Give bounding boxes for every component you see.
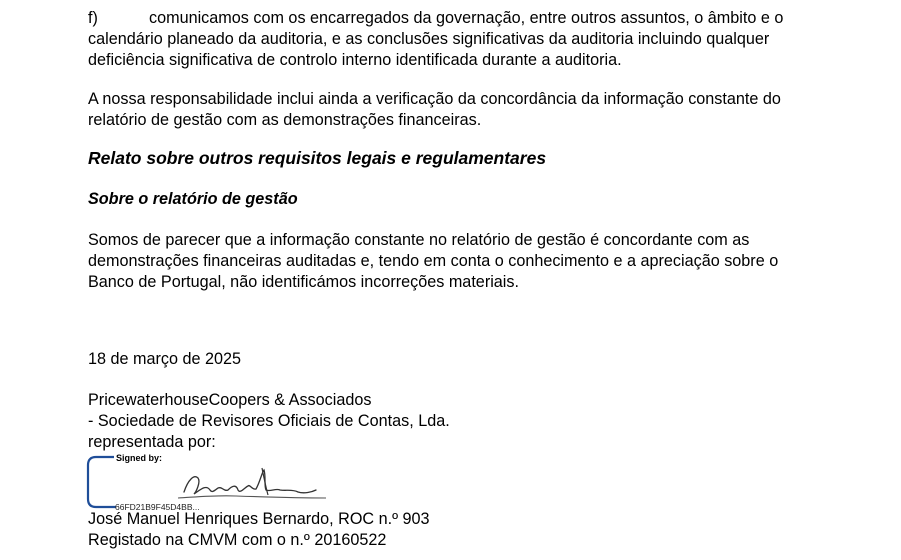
list-item-f bbox=[88, 8, 848, 71]
responsibility-line-2: relatório de gestão com as demonstrações financeiras. bbox=[88, 111, 482, 129]
signature-hash: 66FD21B9F45D4BB... bbox=[115, 502, 200, 512]
digital-signature bbox=[86, 452, 336, 512]
firm-type: - Sociedade de Revisores Oficiais de Contas, Lda. bbox=[88, 412, 450, 430]
report-date: 18 de março de 2025 bbox=[88, 350, 241, 368]
opinion-line-3: Banco de Portugal, não identificámos incorreções materiais. bbox=[88, 273, 519, 291]
list-item-f-text-1: comunicamos com os encarregados da governação, entre outros assuntos, o âmbito e o bbox=[149, 9, 784, 27]
signatory-name: José Manuel Henriques Bernardo, ROC n.º 903 bbox=[88, 510, 430, 528]
represented-by: representada por: bbox=[88, 433, 216, 451]
signed-by-label: Signed by: bbox=[116, 453, 163, 463]
list-marker: f) bbox=[88, 9, 98, 27]
list-item-f-line-2: calendário planeado da auditoria, e as conclusões significativas da auditoria incluindo qualquer bbox=[88, 30, 770, 48]
responsibility-line-1: A nossa responsabilidade inclui ainda a verificação da concordância da informação constante do bbox=[88, 90, 781, 108]
section-heading: Relato sobre outros requisitos legais e regulamentares bbox=[88, 148, 547, 168]
opinion-line-1: Somos de parecer que a informação constante no relatório de gestão é concordante com as bbox=[88, 231, 750, 249]
opinion-paragraph bbox=[88, 230, 848, 293]
list-item-f-line-3: deficiência significativa de controlo interno identificada durante a auditoria. bbox=[88, 51, 622, 69]
subsection-heading: Sobre o relatório de gestão bbox=[88, 190, 298, 208]
handwritten-signature-icon bbox=[176, 462, 336, 504]
signatory-block bbox=[88, 509, 848, 551]
signatory-registration: Registado na CMVM com o n.º 20160522 bbox=[88, 531, 387, 549]
responsibility-paragraph bbox=[88, 89, 848, 131]
firm-block bbox=[88, 390, 848, 453]
opinion-line-2: demonstrações financeiras auditadas e, tendo em conta o conhecimento e a apreciação sobre o bbox=[88, 252, 779, 270]
list-item-f-line-1 bbox=[88, 8, 848, 29]
firm-name: PricewaterhouseCoopers & Associados bbox=[88, 391, 372, 409]
